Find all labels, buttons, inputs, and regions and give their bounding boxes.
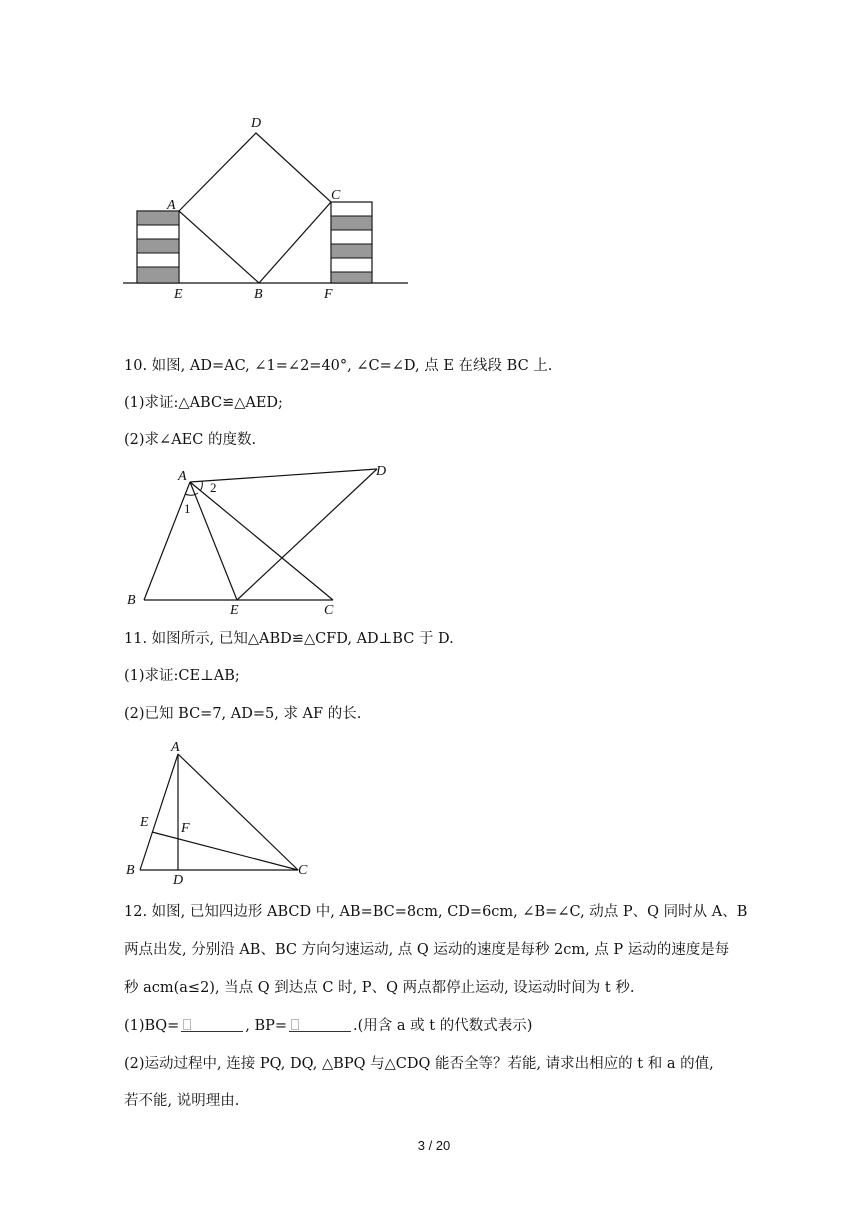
label-A: A [167, 198, 176, 213]
angle-2-label: 2 [210, 480, 217, 495]
q12-stem-line3: 秒 acm(a≤2), 当点 Q 到达点 C 时, P、Q 两点都停止运动, 设运动时间为 t 秒. [124, 980, 635, 996]
label-C: C [298, 863, 308, 878]
label-D: D [376, 464, 387, 479]
label-E: E [140, 815, 149, 830]
label-B: B [127, 593, 136, 608]
q10-part2: (2)求∠AEC 的度数. [124, 432, 257, 448]
q10-part1: (1)求证:△ABC≌△AED; [124, 395, 283, 411]
answer-blank-bq[interactable] [181, 1017, 243, 1032]
figure-q10 [120, 458, 400, 620]
label-E: E [230, 603, 239, 618]
q11-stem: 11. 如图所示, 已知△ABD≌△CFD, AD⊥BC 于 D. [124, 631, 454, 647]
q11-part1: (1)求证:CE⊥AB; [124, 668, 240, 684]
label-C: C [331, 188, 341, 203]
answer-blank-bp[interactable] [289, 1017, 351, 1032]
page-number: 3 / 20 [417, 1138, 451, 1153]
label-C: C [324, 603, 334, 618]
label-B: B [126, 863, 135, 878]
q10-stem: 10. 如图, AD=AC, ∠1=∠2=40°, ∠C=∠D, 点 E 在线段 BC 上. [124, 358, 553, 374]
q12-part2-line2: 若不能, 说明理由. [124, 1093, 240, 1109]
label-D: D [251, 116, 262, 131]
label-F: F [324, 287, 333, 302]
q12-part1-note: .(用含 a 或 t 的代数式表示) [353, 1018, 533, 1034]
left-stack [137, 211, 179, 283]
figure-q11 [120, 736, 320, 888]
angle-1-label: 1 [184, 501, 191, 516]
label-F: F [181, 821, 190, 836]
right-stack [331, 202, 372, 283]
q12-stem-line2: 两点出发, 分别沿 AB、BC 方向匀速运动, 点 Q 运动的速度是每秒 2cm, 点 P 运动的速度是每 [124, 942, 730, 958]
figure-stacks-square [118, 108, 413, 308]
q12-part1-bp: , BP= [245, 1018, 288, 1034]
q11-part2: (2)已知 BC=7, AD=5, 求 AF 的长. [124, 706, 362, 722]
q12-part1-bq: (1)BQ= [124, 1018, 180, 1034]
q12-stem-line1: 12. 如图, 已知四边形 ABCD 中, AB=BC=8cm, CD=6cm, ∠B=∠C, 动点 P、Q 同时从 A、B [124, 904, 748, 920]
q12-part2-line1: (2)运动过程中, 连接 PQ, DQ, △BPQ 与△CDQ 能否全等？若能, 请求出相应的 t 和 a 的值, [124, 1056, 714, 1072]
label-A: A [171, 740, 180, 755]
label-E: E [174, 287, 183, 302]
label-D: D [173, 873, 184, 888]
label-B: B [254, 287, 263, 302]
label-A: A [178, 469, 187, 484]
q12-part1 [124, 1016, 532, 1036]
